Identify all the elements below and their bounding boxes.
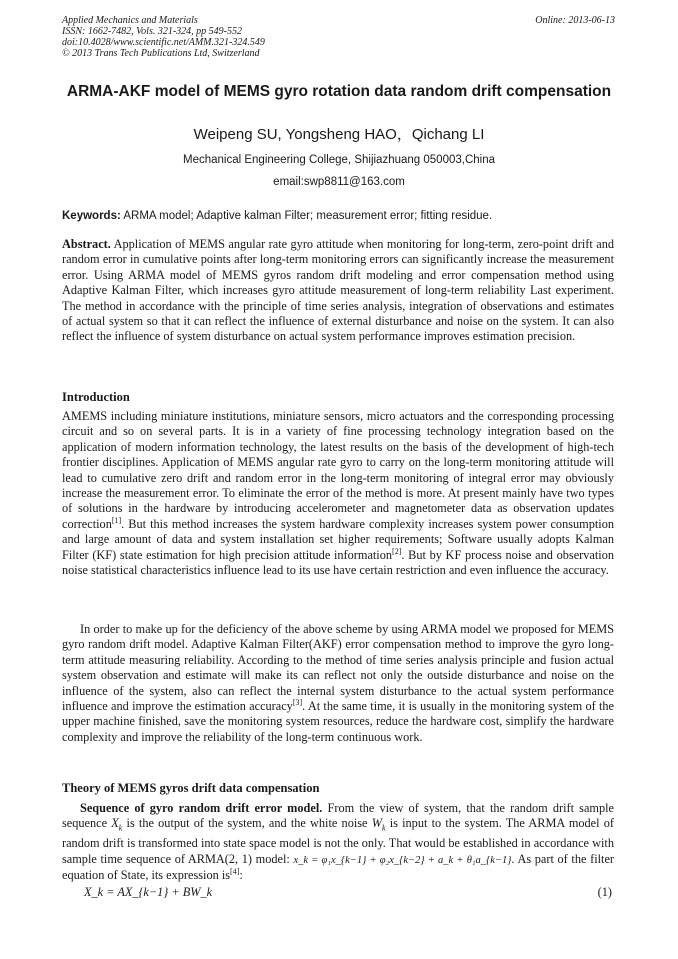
- keywords-label: Keywords:: [62, 210, 121, 222]
- citation-3: [3]: [292, 697, 303, 707]
- subscript-k-2: k: [381, 823, 386, 833]
- introduction-paragraph-2: [62, 622, 614, 745]
- theory-paragraph: [62, 801, 614, 883]
- doi-line: doi:10.4028/www.scientific.net/AMM.321-324.549: [62, 37, 265, 48]
- theory-heading: Theory of MEMS gyros drift data compensation: [62, 781, 320, 795]
- theory-text-2: is the output of the system, and the white noise: [122, 816, 372, 831]
- equation-number: (1): [597, 885, 612, 899]
- abstract-label: Abstract.: [62, 237, 111, 251]
- keywords: [62, 209, 616, 223]
- intro-p1-text-b: . But this method increases the system hardware complexity increases system power consumption and large amount of data and system installation set higher requirements; Software usually adopts Kalman Filter (KF) state estimation for high precision attitude information: [62, 516, 614, 562]
- journal-name: Applied Mechanics and Materials: [62, 15, 198, 26]
- citation-4: [4]: [230, 866, 240, 876]
- copyright-line: © 2013 Trans Tech Publications Ltd, Switzerland: [62, 48, 260, 59]
- var-w: W: [371, 816, 382, 831]
- intro-p1-text-a: AMEMS including miniature institutions, miniature sensors, micro actuators and the corresponding processing circuit and so on several parts. It is in a variety of fine processing technology integration based on the application of modern information technology, the latest results on the basis of the development of high-tech frontier disciplines. Application of MEMS angular rate gyro to carry on the long-term monitoring attitude will lead to cumulative zero drift and random error in the long-term monitoring of integral error may obviously increase the measurement error. To eliminate the error of the method is more. At present mainly have two types of solutions in the hardware by introducing accelerometer and magnetometer data as observation updates correction: [62, 409, 614, 531]
- introduction-heading: Introduction: [62, 390, 130, 404]
- journal-header: [62, 15, 265, 59]
- arma-inline-equation: x_k = φ₁x_{k−1} + φ₂x_{k−2} + a_k + θ₁a_{k−1}: [293, 854, 512, 866]
- intro-p1-text-c: . But by KF process noise and observation noise statistical characteristics influence lead to its use have certain restriction and even influence the accuracy.: [62, 547, 614, 578]
- theory-text-1: From the view of system, that the random drift sample sequence: [62, 801, 614, 831]
- citation-1: [1]: [111, 515, 122, 525]
- theory-text-5: :: [239, 868, 243, 883]
- var-x: X: [111, 816, 119, 831]
- abstract-text: Application of MEMS angular rate gyro attitude when monitoring for long-term, zero-point drift and random error in cumulative points after long-term monitoring errors can significantly increase the measurement error. Using ARMA model of MEMS gyros random drift modeling and error compensation method using Adaptive Kalman Filter, which increases gyro attitude measurement of long-term reliability Last experiment. The method in accordance with the principle of time series analysis, integration of observations and estimates of actual system so that it can reflect the influence of external disturbance and noise on the system. It can also reflect the influence of system disturbance on actual system performance improves estimation precision.: [62, 237, 614, 344]
- intro-p2-text-b: . At the same time, it is usually in the monitoring system of the upper machine finished, save the monitoring system resources, reduce the hardware cost, simplify the hardware complexity and improve the reliability of the long-term continuous work.: [62, 699, 614, 744]
- affiliation: Mechanical Engineering College, Shijiazhuang 050003,China: [183, 154, 495, 166]
- email: email:swp8811@163.com: [273, 176, 405, 188]
- state-equation: X_k = AX_{k−1} + BW_k: [84, 885, 213, 899]
- theory-text-4: . As part of the filter equation of State, its expression is: [62, 851, 614, 883]
- introduction-paragraph-1: [62, 409, 614, 578]
- authors: Weipeng SU, Yongsheng HAO，Qichang LI: [193, 126, 485, 143]
- paper-title: ARMA-AKF model of MEMS gyro rotation data random drift compensation: [66, 83, 612, 100]
- theory-text-3: is input to the system. The ARMA model of random drift is transformed into state space model is not the only. That would be established in accordance with sample time sequence of ARMA(2, 1) model:: [62, 816, 614, 866]
- theory-subheading: Sequence of gyro random drift error model.: [80, 801, 323, 815]
- issn-line: ISSN: 1662-7482, Vols. 321-324, pp 549-552: [62, 26, 242, 37]
- online-date: Online: 2013-06-13: [535, 15, 615, 26]
- subscript-k: k: [118, 823, 123, 833]
- citation-2: [2]: [392, 546, 402, 556]
- abstract: [62, 237, 614, 345]
- keywords-text: ARMA model; Adaptive kalman Filter; measurement error; fitting residue.: [123, 210, 493, 222]
- intro-p2-text-a: In order to make up for the deficiency of the above scheme by using ARMA model we proposed for MEMS gyro random drift model. Adaptive Kalman Filter(AKF) error compensation method to improve the gyro long-term attitude measuring reliability. According to the method of time series analysis principle and fusion actual system observation and estimate will make its can reflect not only the outside disturbance and noise on the influence of the system, also can reflect the internal system disturbance to the actual system performance influence and improve the estimation accuracy: [62, 622, 614, 714]
